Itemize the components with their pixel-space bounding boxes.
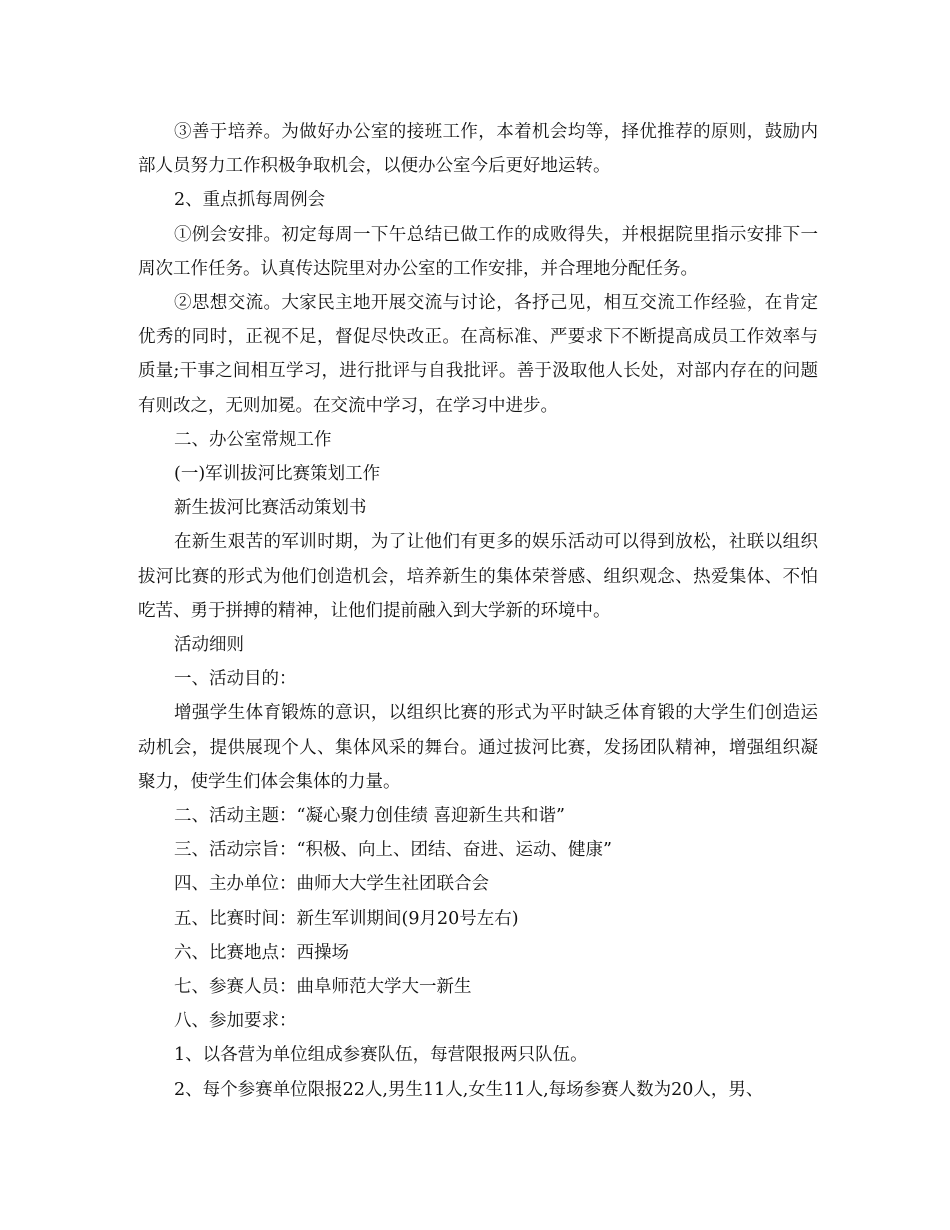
paragraph-19: 1、以各营为单位组成参赛队伍，每营限报两只队伍。	[174, 1045, 588, 1066]
paragraph-3: ①例会安排。初定每周一下午总结已做工作的成败得失，并根据院里指示安排下一周次工作任务。认真传达院里对办公室的工作安排，并合理地分配任务。	[138, 224, 818, 279]
paragraph-11: 增强学生体育锻炼的意识，以组织比赛的形式为平时缺乏体育锻的大学生们创造运动机会，提供展现个人、集体风采的舞台。通过拔河比赛，发扬团队精神，增强组织凝聚力，使学生们体会集体的力量。	[138, 703, 818, 792]
paragraph-18: 八、参加要求：	[174, 1011, 297, 1032]
paragraph-17: 七、参赛人员：曲阜师范大学大一新生	[174, 977, 472, 998]
paragraph-14: 四、主办单位：曲师大大学生社团联合会	[174, 874, 489, 895]
paragraph-6: (一)军训拔河比赛策划工作	[174, 464, 381, 485]
paragraph-2: 2、重点抓每周例会	[174, 190, 326, 211]
paragraph-8: 在新生艰苦的军训时期，为了让他们有更多的娱乐活动可以得到放松，社联以组织拔河比赛的形式为他们创造机会，培养新生的集体荣誉感、组织观念、热爱集体、不怕吃苦、勇于拼搏的精神，让他们提前融入到大学新的环境中。	[138, 532, 818, 621]
paragraph-13: 三、活动宗旨：“积极、向上、团结、奋进、运动、健康”	[174, 840, 612, 861]
paragraph-1: ③善于培养。为做好办公室的接班工作，本着机会均等，择优推荐的原则，鼓励内部人员努力工作积极争取机会，以便办公室今后更好地运转。	[138, 122, 818, 177]
paragraph-16: 六、比赛地点：西操场	[174, 942, 349, 963]
paragraph-5: 二、办公室常规工作	[174, 429, 332, 450]
paragraph-20: 2、每个参赛单位限报22人,男生11人,女生11人,每场参赛人数为20人，男、	[174, 1079, 764, 1100]
document-body	[138, 115, 818, 1107]
paragraph-10: 一、活动目的：	[174, 669, 297, 690]
paragraph-9: 活动细则	[174, 635, 244, 656]
paragraph-4: ②思想交流。大家民主地开展交流与讨论，各抒己见，相互交流工作经验，在肯定优秀的同时，正视不足，督促尽快改正。在高标准、严要求下不断提高成员工作效率与质量;干事之间相互学习，进行批评与自我批评。善于汲取他人长处，对部内存在的问题有则改之，无则加冕。在交流中学习，在学习中进步。	[138, 293, 818, 416]
paragraph-7: 新生拔河比赛活动策划书	[174, 498, 367, 519]
paragraph-15: 五、比赛时间：新生军训期间(9月20号左右)	[174, 908, 519, 929]
paragraph-12: 二、活动主题：“凝心聚力创佳绩 喜迎新生共和谐”	[174, 806, 565, 827]
